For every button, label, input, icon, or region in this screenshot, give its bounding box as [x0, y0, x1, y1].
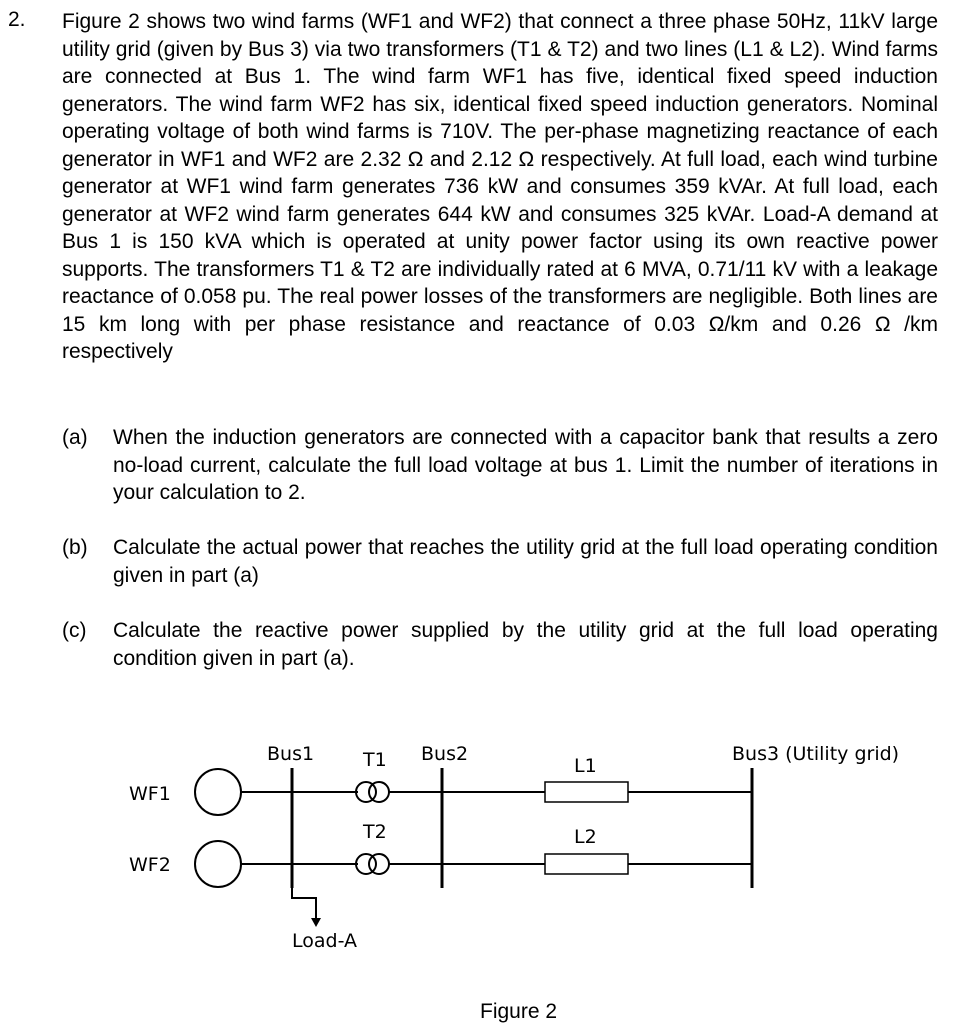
bus1-label: Bus1 — [267, 743, 315, 765]
wf2-label: WF2 — [129, 854, 171, 876]
part-a — [62, 424, 938, 507]
l2-impedance — [545, 854, 628, 874]
t1-label: T1 — [363, 749, 387, 771]
part-b-label: (b) — [62, 536, 88, 559]
part-c-label: (c) — [62, 619, 87, 642]
l1-label: L1 — [574, 755, 597, 777]
part-c-text: Calculate the reactive power supplied by the utility grid at the full load operating condition given in part (a). — [113, 619, 938, 670]
load-a-label: Load-A — [292, 930, 358, 952]
load-a-feeder — [292, 888, 316, 920]
question-number: 2. — [8, 8, 26, 31]
bus2-label: Bus2 — [421, 743, 469, 765]
part-b-text: Calculate the actual power that reaches the utility grid at the full load operating condition given in part (a) — [113, 536, 938, 587]
part-a-text: When the induction generators are connected with a capacitor bank that results a zero no-load current, calculate the full load voltage at bus 1. Limit the number of iterations in your calculation to 2. — [113, 426, 938, 504]
question-text: Figure 2 shows two wind farms (WF1 and WF2) that connect a three phase 50Hz, 11kV large utility grid (given by Bus 3) via two transformers (T1 & T2) and two lines (L1 & L2). Wind farms are connected at Bus 1. The wind farm WF1 has five, identical fixed speed induction generators. The wind farm WF2 has six, identical fixed speed induction generators. Nominal operating voltage of both wind farms is 710V. The per-phase magnetizing reactance of each generator in WF1 and WF2 are 2.32 Ω and 2.12 Ω respectively. At full load, each wind turbine generator at WF1 wind farm generates 736 kW and consumes 359 kVAr. At full load, each generator at WF2 wind farm generates 644 kW and consumes 325 kVAr. Load-A demand at Bus 1 is 150 kVA which is operated at unity power factor using its own reactive power supports. The transformers T1 & T2 are individually rated at 6 MVA, 0.71/11 kV with a leakage reactance of 0.058 pu. The real power losses of the transformers are negligible. Both lines are 15 km long with per phase resistance and reactance of 0.03 Ω/km and 0.26 Ω /km respectively — [62, 10, 938, 363]
figure-caption: Figure 2 — [480, 1000, 558, 1023]
part-a-label: (a) — [62, 426, 88, 449]
wf1-label: WF1 — [129, 783, 171, 805]
wf1-generator-symbol — [195, 769, 241, 815]
part-c — [62, 617, 938, 672]
wf2-generator-symbol — [195, 841, 241, 887]
t1-winding-secondary — [369, 782, 389, 802]
bus3-label: Bus3 (Utility grid) — [732, 743, 900, 765]
part-b — [62, 534, 938, 589]
l1-impedance — [545, 782, 628, 802]
l2-label: L2 — [574, 826, 597, 848]
single-line-diagram — [0, 700, 955, 1000]
t2-winding-secondary — [369, 854, 389, 874]
load-a-arrow-icon — [311, 918, 321, 927]
t2-label: T2 — [363, 821, 387, 843]
